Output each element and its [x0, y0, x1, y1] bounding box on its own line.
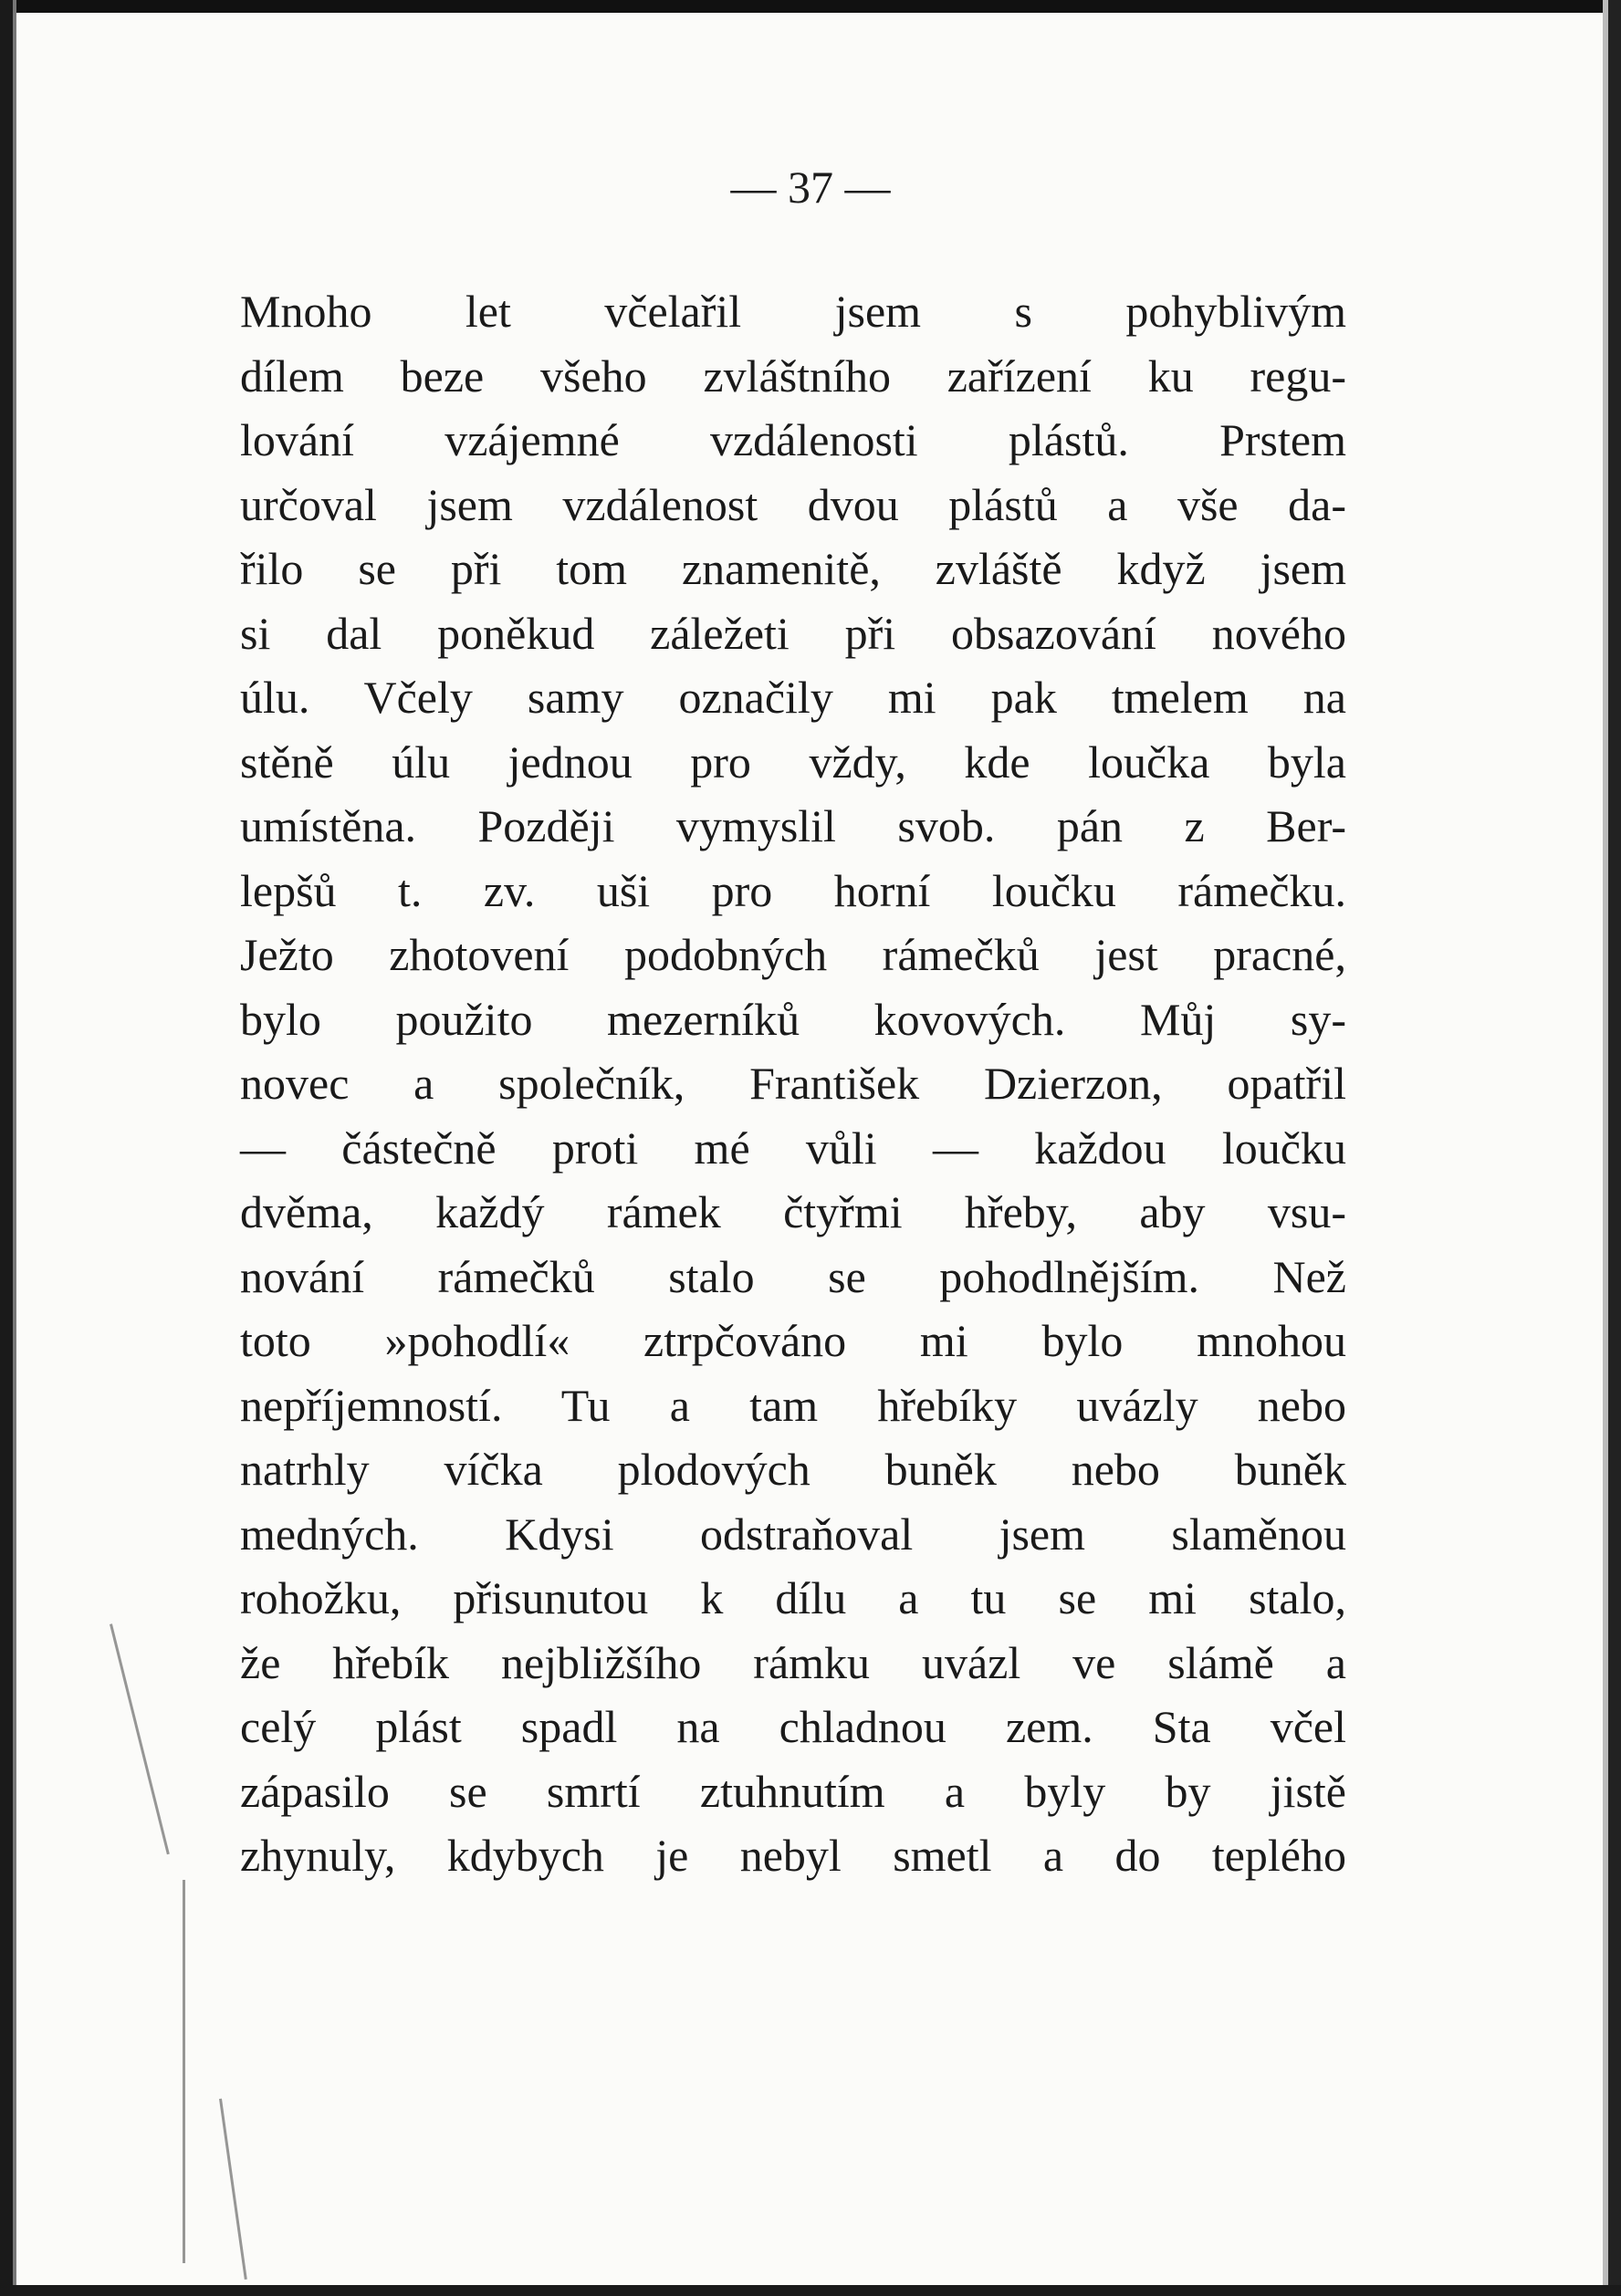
text-line: zápasilo se smrtí ztuhnutím a byly by jistě	[240, 1765, 1346, 1817]
text-line: lepšů t. zv. uši pro horní loučku rámečku.	[240, 864, 1346, 916]
text-line: Ježto zhotovení podobných rámečků jest pracné,	[240, 929, 1346, 980]
text-line: bylo použito mezerníků kovových. Můj sy-	[240, 993, 1346, 1045]
text-line: stěně úlu jednou pro vždy, kde loučka byla	[240, 736, 1346, 788]
scan-border-bottom	[0, 2285, 1621, 2296]
body-text	[240, 279, 1346, 1888]
text-line: rohožku, přisunutou k dílu a tu se mi stalo,	[240, 1572, 1346, 1623]
text-line: natrhly víčka plodových buněk nebo buněk	[240, 1444, 1346, 1495]
text-line: že hřebík nejbližšího rámku uvázl ve slámě a	[240, 1636, 1346, 1688]
text-line: nepříjemností. Tu a tam hřebíky uvázly nebo	[240, 1379, 1346, 1431]
text-line: umístěna. Později vymyslil svob. pán z Ber-	[240, 800, 1346, 851]
text-line: toto »pohodlí« ztrpčováno mi bylo mnohou	[240, 1315, 1346, 1366]
text-line: nování rámečků stalo se pohodlnějším. Než	[240, 1250, 1346, 1302]
scan-border-right	[1608, 0, 1621, 2296]
text-line: úlu. Včely samy označily mi pak tmelem na	[240, 672, 1346, 723]
text-line: si dal poněkud záležeti při obsazování nového	[240, 607, 1346, 659]
page-edge-shadow-right	[1603, 0, 1608, 2296]
page-number: — 37 —	[730, 162, 891, 213]
text-line: — částečně proti mé vůli — každou loučku	[240, 1122, 1346, 1174]
text-line: řilo se při tom znamenitě, zvláště když jsem	[240, 543, 1346, 594]
text-line: medných. Kdysi odstraňoval jsem slaměnou	[240, 1508, 1346, 1560]
text-line: zhynuly, kdybych je nebyl smetl a do teplého	[240, 1830, 1346, 1881]
text-line: určoval jsem vzdálenost dvou plástů a vše da-	[240, 478, 1346, 530]
text-line: novec a společník, František Dzierzon, opatřil	[240, 1058, 1346, 1109]
scan-border-left	[0, 0, 13, 2296]
text-line: celý plást spadl na chladnou zem. Sta včel	[240, 1701, 1346, 1752]
scan-border-top	[0, 0, 1621, 13]
text-line: Mnoho let včelařil jsem s pohyblivým	[240, 286, 1346, 337]
page-scratch-mark	[110, 1623, 170, 1854]
page-scratch-mark	[183, 1880, 185, 2263]
text-line: dílem beze všeho zvláštního zařízení ku regu-	[240, 350, 1346, 402]
text-line: dvěma, každý rámek čtyřmi hřeby, aby vsu-	[240, 1186, 1346, 1237]
page-edge-shadow-left	[13, 0, 16, 2296]
page-scratch-mark	[219, 2099, 247, 2280]
text-line: lování vzájemné vzdálenosti plástů. Prstem	[240, 414, 1346, 465]
